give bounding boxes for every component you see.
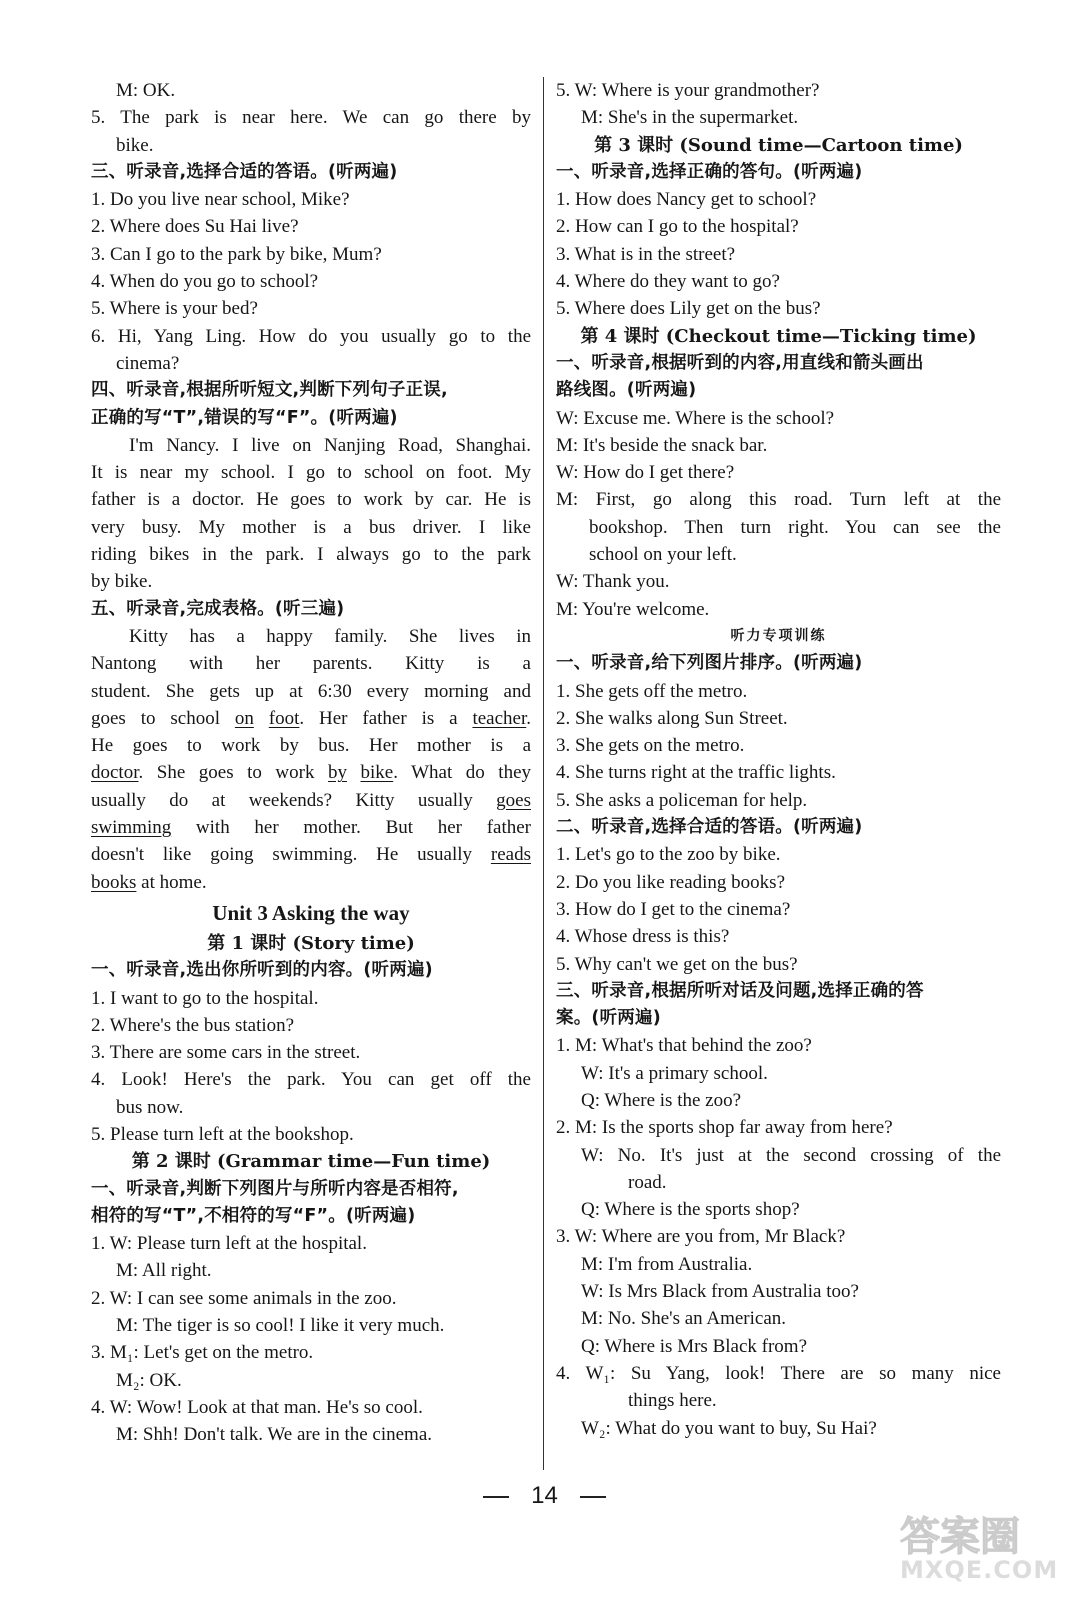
left-text-line: 6. Hi, Yang Ling. How do you usually go to the	[91, 325, 531, 347]
right-text-line: Q: Where is the zoo?	[581, 1089, 742, 1111]
left-text-line: father is a doctor. He goes to work by car. He is	[91, 489, 531, 511]
left-text-line: M: Shh! Don't talk. We are in the cinema.	[116, 1424, 433, 1446]
right-text-line: 1. She gets off the metro.	[556, 680, 748, 702]
left-text-line: cinema?	[116, 352, 180, 374]
left-text-line: 一、听录音,选出你所听到的内容。(听两遍)	[91, 960, 433, 981]
left-text-line: 四、听录音,根据所听短文,判断下列句子正误,	[91, 380, 448, 401]
right-text-line: M: It's beside the snack bar.	[556, 434, 768, 456]
left-text-line: 五、听录音,完成表格。(听三遍)	[91, 598, 345, 619]
left-text-line: He goes to work by bus. Her mother is a	[91, 735, 531, 757]
right-text-line: W: No. It's just at the second crossing of the	[581, 1144, 1001, 1166]
right-text-line: 2. She walks along Sun Street.	[556, 707, 788, 729]
left-text-line: bike.	[116, 134, 154, 156]
right-text-line: 4. W₁: Su Yang, look! There are so many nice	[556, 1362, 1001, 1384]
answer-word: swimming	[91, 817, 172, 839]
left-text-line: by bike.	[91, 571, 153, 593]
right-text-line: 4. Whose dress is this?	[556, 926, 730, 948]
left-text-line: Kitty has a happy family. She lives in	[129, 625, 531, 647]
left-text-line: books at home.	[91, 871, 207, 893]
left-text-line: bus now.	[116, 1096, 184, 1118]
right-text-line: 三、听录音,根据所听对话及问题,选择正确的答	[556, 980, 924, 1001]
right-text-line: M: She's in the supermarket.	[581, 107, 799, 129]
right-text-line: W: Thank you.	[556, 571, 670, 593]
left-text-line: student. She gets up at 6:30 every morning and	[91, 680, 531, 702]
right-text-line: 3. How do I get to the cinema?	[556, 898, 791, 920]
left-text-line: swimming with her mother. But her father	[91, 817, 531, 839]
left-text-line: 5. The park is near here. We can go there by	[91, 107, 531, 129]
left-text-line: doesn't like going swimming. He usually reads	[91, 844, 531, 866]
left-text-line: 三、听录音,选择合适的答语。(听两遍)	[91, 161, 398, 182]
left-text-line: riding bikes in the park. I always go to the park	[91, 544, 531, 566]
right-text-line: 2. How can I go to the hospital?	[556, 216, 799, 238]
right-text-line: M: You're welcome.	[556, 598, 710, 620]
right-text-line: 4. She turns right at the traffic lights.	[556, 762, 836, 784]
left-text-line: 4. Look! Here's the park. You can get off the	[91, 1069, 531, 1091]
left-text-line: 2. Where does Su Hai live?	[91, 216, 299, 238]
left-text-line: 正确的写“T”,错误的写“F”。(听两遍)	[91, 407, 398, 428]
right-text-line: 4. Where do they want to go?	[556, 271, 780, 293]
left-text-line: M: All right.	[116, 1260, 212, 1282]
answer-word: teacher	[472, 707, 527, 729]
right-text-line: W₂: What do you want to buy, Su Hai?	[581, 1417, 877, 1439]
left-text-line: It is near my school. I go to school on foot. My	[91, 462, 531, 484]
answer-word: by	[327, 762, 347, 784]
answer-word: books	[91, 871, 137, 893]
right-text-line: 听力专项训练	[730, 627, 827, 644]
left-text-line: 3. M₁: Let's get on the metro.	[91, 1342, 314, 1364]
right-text-line: 第 4 课时 (Checkout time—Ticking time)	[580, 325, 977, 347]
right-text-line: M: No. She's an American.	[581, 1308, 787, 1330]
right-text-line: 一、听录音,根据听到的内容,用直线和箭头画出	[556, 352, 924, 373]
answer-word: on	[234, 707, 254, 729]
left-text-line: 3. There are some cars in the street.	[91, 1042, 361, 1064]
left-text-line: 4. When do you go to school?	[91, 271, 319, 293]
answer-word: bike	[360, 762, 394, 784]
left-text-line: 5. Where is your bed?	[91, 298, 258, 320]
right-text-line: 二、听录音,选择合适的答语。(听两遍)	[556, 817, 863, 838]
left-text-line: 第 2 课时 (Grammar time—Fun time)	[131, 1151, 491, 1173]
right-text-line: M: I'm from Australia.	[581, 1253, 753, 1275]
right-text-line: 一、听录音,给下列图片排序。(听两遍)	[556, 653, 863, 674]
right-text-line: M: First, go along this road. Turn left at the	[556, 489, 1001, 511]
left-text-line: 1. Do you live near school, Mike?	[91, 189, 350, 211]
right-text-line: 路线图。(听两遍)	[556, 380, 697, 401]
page-number-dash-right	[580, 1496, 606, 1498]
right-text-line: 1. How does Nancy get to school?	[556, 189, 817, 211]
left-text-line: 5. Please turn left at the bookshop.	[91, 1123, 354, 1145]
left-text-line: Nantong with her parents. Kitty is a	[91, 653, 531, 675]
left-text-line: 2. Where's the bus station?	[91, 1014, 295, 1036]
right-text-line: 5. Where does Lily get on the bus?	[556, 298, 821, 320]
left-column	[91, 77, 531, 1449]
right-text-line: Q: Where is Mrs Black from?	[581, 1335, 808, 1357]
right-text-line: 5. W: Where is your grandmother?	[556, 80, 820, 101]
left-text-line: 第 1 课时 (Story time)	[207, 932, 415, 954]
left-text-line: I'm Nancy. I live on Nanjing Road, Shanghai.	[129, 434, 531, 456]
right-text-line: Q: Where is the sports shop?	[581, 1199, 800, 1221]
page-number-text: 14	[531, 1482, 558, 1509]
left-text-line: 1. W: Please turn left at the hospital.	[91, 1233, 367, 1255]
left-text-line: 4. W: Wow! Look at that man. He's so cool.	[91, 1396, 423, 1418]
left-text-line: M: The tiger is so cool! I like it very much.	[116, 1315, 445, 1337]
right-text-line: 3. W: Where are you from, Mr Black?	[556, 1226, 846, 1248]
right-text-line: bookshop. Then turn right. You can see the	[589, 516, 1001, 538]
right-text-line: 第 3 课时 (Sound time—Cartoon time)	[594, 134, 963, 156]
right-column	[556, 77, 1001, 1442]
right-text-line: 一、听录音,选择正确的答句。(听两遍)	[556, 161, 863, 182]
watermark-url: MXQE.COM	[900, 1556, 1059, 1584]
left-text-line: 3. Can I go to the park by bike, Mum?	[91, 243, 382, 265]
watermark-logo	[900, 1505, 1080, 1595]
right-text-line: things here.	[628, 1390, 717, 1412]
right-text-line: W: How do I get there?	[556, 462, 735, 484]
right-text-line: 5. Why can't we get on the bus?	[556, 953, 798, 975]
answer-word: reads	[490, 844, 531, 866]
right-text-line: 1. Let's go to the zoo by bike.	[556, 844, 781, 866]
left-text-line: goes to school on foot. Her father is a teacher.	[91, 707, 531, 729]
right-text-line: W: Excuse me. Where is the school?	[556, 407, 835, 429]
answer-word: doctor	[91, 762, 139, 784]
right-text-line: W: It's a primary school.	[581, 1062, 768, 1084]
answer-word: foot	[268, 707, 300, 729]
left-text-line: M: OK.	[116, 80, 176, 101]
left-text-line: 相符的写“T”,不相符的写“F”。(听两遍)	[91, 1205, 416, 1226]
left-text-line: 2. W: I can see some animals in the zoo.	[91, 1287, 397, 1309]
watermark-title: 答案圈	[900, 1514, 1020, 1560]
right-text-line: 3. She gets on the metro.	[556, 735, 745, 757]
left-text-line: 一、听录音,判断下列图片与所听内容是否相符,	[91, 1178, 459, 1199]
left-text-line: doctor. She goes to work by bike. What do they	[91, 762, 531, 784]
left-text-line: M₂: OK.	[116, 1369, 182, 1391]
right-text-line: 2. Do you like reading books?	[556, 871, 786, 893]
page-number-dash-left	[483, 1496, 509, 1498]
right-text-line: 案。(听两遍)	[556, 1008, 661, 1029]
column-divider	[543, 77, 544, 1470]
right-text-line: school on your left.	[589, 544, 737, 566]
right-text-line: 3. What is in the street?	[556, 243, 736, 265]
right-text-line: road.	[628, 1171, 667, 1193]
right-text-line: 1. M: What's that behind the zoo?	[556, 1035, 812, 1057]
left-text-line: Unit 3 Asking the way	[212, 900, 410, 925]
left-text-line: very busy. My mother is a bus driver. I like	[91, 516, 531, 538]
answer-word: goes	[496, 789, 531, 811]
right-text-line: 5. She asks a policeman for help.	[556, 789, 808, 811]
right-text-line: 2. M: Is the sports shop far away from here?	[556, 1117, 893, 1139]
right-text-line: W: Is Mrs Black from Australia too?	[581, 1281, 859, 1303]
left-text-line: usually do at weekends? Kitty usually goes	[91, 789, 531, 811]
left-text-line: 1. I want to go to the hospital.	[91, 987, 319, 1009]
